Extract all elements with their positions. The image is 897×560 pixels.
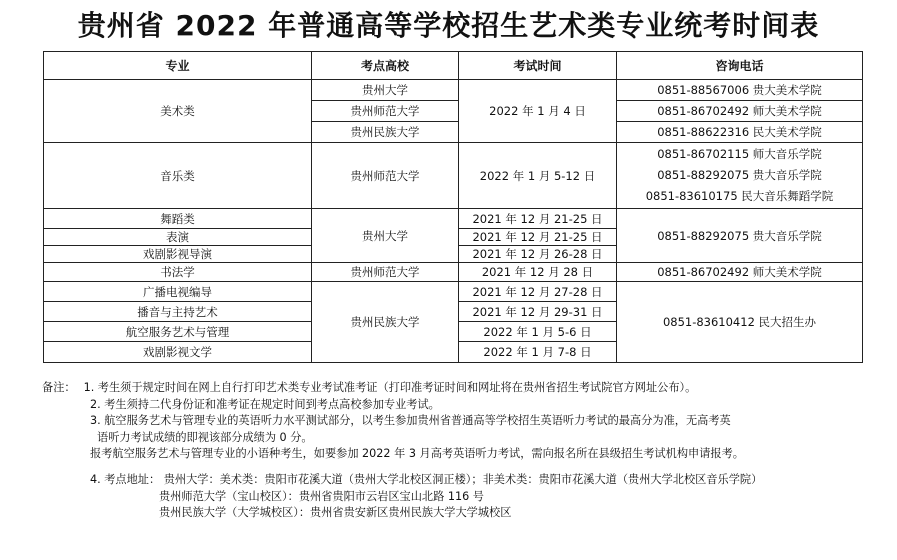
- phone-line: 0851-86702115 师大音乐学院: [657, 147, 822, 161]
- phone-cell: 0851-86702492 师大美术学院: [617, 101, 863, 122]
- major-cell: 音乐类: [44, 143, 312, 209]
- school-cell: 贵州大学: [312, 209, 459, 263]
- school-cell: 贵州大学: [312, 80, 459, 101]
- note-4b: 贵州师范大学（宝山校区）：贵州省贵阳市云岩区宝山北路 116 号: [159, 489, 484, 503]
- phone-cell: 0851-88567006 贵大美术学院: [617, 80, 863, 101]
- major-cell: 播音与主持艺术: [44, 302, 312, 322]
- note-1: 1. 考生须于规定时间在网上自行打印艺术类专业考试准考证（打印准考证时间和网址将在贵州省招生考试院官方网址公布）。: [83, 381, 697, 394]
- note-line: [42, 380, 857, 397]
- table-row: [44, 282, 863, 302]
- major-cell: 戏剧影视导演: [44, 246, 312, 263]
- header-phone: 咨询电话: [617, 52, 863, 80]
- header-school: 考点高校: [312, 52, 459, 80]
- time-cell: 2021 年 12 月 21-25 日: [459, 229, 617, 246]
- time-cell: 2021 年 12 月 27-28 日: [459, 282, 617, 302]
- notes-section: [42, 380, 857, 522]
- phone-cell: 0851-88622316 民大美术学院: [617, 122, 863, 143]
- table-row: [44, 143, 863, 209]
- exam-schedule-table: [43, 51, 863, 363]
- table-row: [44, 263, 863, 282]
- time-cell: 2021 年 12 月 21-25 日: [459, 209, 617, 229]
- note-3c: 报考航空服务艺术与管理专业的小语种考生，如要参加 2022 年 3 月高考英语听力考试，需向报名所在县级招生考试机构申请报考。: [90, 447, 744, 461]
- school-cell: 贵州民族大学: [312, 122, 459, 143]
- time-cell: 2022 年 1 月 7-8 日: [459, 342, 617, 363]
- major-cell: 书法学: [44, 263, 312, 282]
- phone-cell: 0851-86702492 师大美术学院: [617, 263, 863, 282]
- school-cell: 贵州师范大学: [312, 101, 459, 122]
- phone-cell: 0851-83610412 民大招生办: [617, 282, 863, 363]
- time-cell: 2021 年 12 月 26-28 日: [459, 246, 617, 263]
- note-4c: 贵州民族大学（大学城校区）：贵州省贵安新区贵州民族大学大学城校区: [159, 506, 512, 520]
- school-cell: 贵州师范大学: [312, 143, 459, 209]
- time-cell: 2022 年 1 月 5-12 日: [459, 143, 617, 209]
- header-time: 考试时间: [459, 52, 617, 80]
- note-3b: 语听力考试成绩的即视该部分成绩为 0 分。: [97, 430, 313, 444]
- time-cell: 2021 年 12 月 28 日: [459, 263, 617, 282]
- note-3a: 3. 航空服务艺术与管理专业的英语听力水平测试部分，以考生参加贵州省普通高等学校招生英语听力考试的最高分为准，无高考英: [90, 414, 731, 428]
- major-cell: 美术类: [44, 80, 312, 143]
- table-row: [44, 80, 863, 101]
- notes-label: 备注：: [42, 381, 76, 394]
- time-cell: 2022 年 1 月 5-6 日: [459, 322, 617, 342]
- school-cell: 贵州师范大学: [312, 263, 459, 282]
- school-cell: 贵州民族大学: [312, 282, 459, 363]
- table-row: [44, 209, 863, 229]
- time-cell: 2022 年 1 月 4 日: [459, 80, 617, 143]
- phone-cell: 0851-88292075 贵大音乐学院: [617, 209, 863, 263]
- major-cell: 航空服务艺术与管理: [44, 322, 312, 342]
- major-cell: 舞蹈类: [44, 209, 312, 229]
- phone-line: 0851-88292075 贵大音乐学院: [657, 168, 822, 182]
- table-header-row: [44, 52, 863, 80]
- major-cell: 广播电视编导: [44, 282, 312, 302]
- phone-cell: [617, 143, 863, 209]
- phone-line: 0851-83610175 民大音乐舞蹈学院: [645, 189, 834, 203]
- header-major: 专业: [44, 52, 312, 80]
- time-cell: 2021 年 12 月 29-31 日: [459, 302, 617, 322]
- note-2: 2. 考生须持二代身份证和准考证在规定时间到考点高校参加专业考试。: [90, 397, 440, 411]
- page-title: 贵州省 2022 年普通高等学校招生艺术类专业统考时间表: [77, 9, 820, 42]
- major-cell: 戏剧影视文学: [44, 342, 312, 363]
- note-4a: 4. 考点地址： 贵州大学：美术类：贵阳市花溪大道（贵州大学北校区洞正楼）；非美术类：贵阳市花溪大道（贵州大学北校区音乐学院）: [90, 472, 763, 486]
- major-cell: 表演: [44, 229, 312, 246]
